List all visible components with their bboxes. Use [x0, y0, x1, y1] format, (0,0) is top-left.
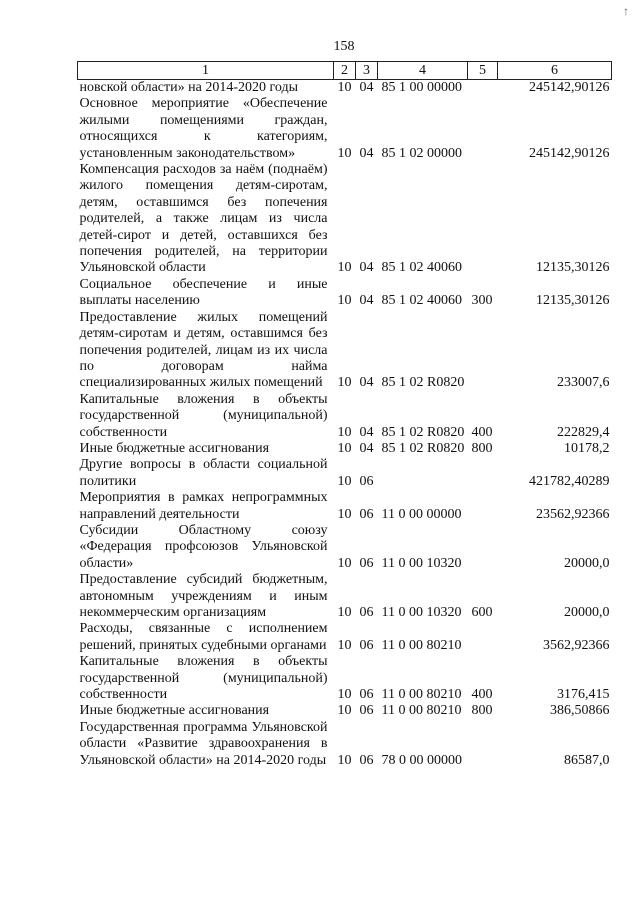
table-row — [78, 703, 612, 719]
row-expense-type — [468, 457, 498, 490]
row-section: 10 — [337, 145, 352, 161]
row-article: 85 1 02 R0820 — [381, 375, 465, 391]
row-article: 85 1 02 40060 — [381, 293, 462, 309]
header-col-6: 6 — [498, 62, 612, 80]
row-expense-type — [468, 310, 498, 392]
row-article: 11 0 00 10320 — [381, 555, 462, 571]
row-expense-type — [468, 490, 498, 523]
row-amount: 3562,92366 — [543, 637, 610, 653]
row-name: Компенсация расходов за наём (поднаём) жилого помещения детям-сиротам, детям, оставшимся без попечения родителей, а также лицам из числа детей-сирот и детей, оставшихся без попечения родителей, на территории Ульяновской области — [79, 162, 328, 276]
row-name: новской области» на 2014-2020 годы — [79, 80, 299, 95]
budget-table — [77, 61, 612, 769]
row-section: 10 — [337, 687, 352, 703]
row-subsection: 06 — [359, 605, 374, 620]
row-expense-type — [468, 80, 498, 97]
row-article: 11 0 00 00000 — [381, 506, 462, 522]
row-expense-type — [468, 162, 498, 277]
table-row — [78, 720, 612, 769]
row-article: 11 0 00 80210 — [381, 687, 462, 703]
table-body — [78, 80, 612, 770]
row-expense-type: 400 — [471, 687, 493, 703]
row-name: Другие вопросы в области социальной политики — [79, 457, 328, 489]
table-row — [78, 80, 612, 97]
table-row — [78, 457, 612, 490]
row-amount: 23562,92366 — [536, 506, 610, 522]
row-amount: 20000,0 — [564, 555, 610, 571]
table-row — [78, 621, 612, 654]
row-article: 11 0 00 80210 — [381, 637, 462, 653]
row-name: Предоставление жилых помещений детям-сиротам и детям, оставшимся без попечения родителей, лицам из их числа по договорам найма специализированных жилых помещений — [79, 309, 328, 391]
row-subsection: 06 — [359, 506, 374, 522]
row-subsection: 06 — [359, 703, 374, 719]
row-expense-type — [468, 621, 498, 654]
row-expense-type: 800 — [471, 440, 493, 456]
row-amount: 3176,415 — [557, 687, 610, 703]
row-section: 10 — [337, 506, 352, 522]
row-section: 10 — [337, 80, 352, 95]
header-col-3: 3 — [356, 62, 378, 80]
row-subsection: 04 — [359, 424, 374, 440]
row-section: 10 — [337, 605, 352, 620]
row-amount: 86587,0 — [564, 752, 610, 768]
row-section: 10 — [337, 752, 352, 768]
row-name: Капитальные вложения в объекты государственной (муниципальной) собственности — [79, 391, 328, 440]
row-section: 10 — [337, 440, 352, 456]
row-subsection: 04 — [359, 80, 374, 95]
row-subsection: 06 — [359, 752, 374, 768]
row-name: Предоставление субсидий бюджетным, автономным учреждениям и иным некоммерческим организациям — [79, 572, 328, 620]
row-section: 10 — [337, 375, 352, 391]
row-article — [378, 457, 468, 490]
row-subsection: 06 — [359, 637, 374, 653]
row-amount: 245142,90126 — [529, 80, 610, 95]
row-amount: 222829,4 — [557, 424, 610, 440]
row-section: 10 — [337, 637, 352, 653]
row-expense-type: 800 — [471, 703, 493, 719]
row-expense-type — [468, 720, 498, 769]
row-subsection: 04 — [359, 145, 374, 161]
row-name: Капитальные вложения в объекты государственной (муниципальной) собственности — [79, 654, 328, 703]
row-expense-type: 600 — [471, 605, 493, 620]
row-subsection: 04 — [359, 293, 374, 309]
row-subsection: 04 — [359, 375, 374, 391]
table-row — [78, 310, 612, 392]
table-row — [78, 277, 612, 310]
row-amount: 20000,0 — [564, 605, 610, 620]
header-col-2: 2 — [334, 62, 356, 80]
row-amount: 386,50866 — [550, 703, 610, 719]
page-number: 158 — [333, 39, 355, 54]
row-expense-type — [468, 523, 498, 572]
row-name: Иные бюджетные ассигнования — [79, 703, 270, 719]
row-name: Мероприятия в рамках непрограммных направлений деятельности — [79, 490, 328, 522]
row-subsection: 04 — [359, 260, 374, 276]
row-section: 10 — [337, 473, 352, 489]
row-article: 11 0 00 80210 — [381, 703, 462, 719]
row-amount: 10178,2 — [564, 440, 610, 456]
row-article: 85 1 02 00000 — [381, 145, 462, 161]
row-section: 10 — [337, 424, 352, 440]
row-subsection: 06 — [359, 687, 374, 703]
row-article: 85 1 02 R0820 — [381, 424, 465, 440]
table-row — [78, 392, 612, 441]
table-row — [78, 441, 612, 457]
row-name: Субсидии Областному союзу «Федерация профсоюзов Ульяновской области» — [79, 522, 328, 571]
row-section: 10 — [337, 555, 352, 571]
table-row — [78, 162, 612, 277]
row-expense-type: 300 — [471, 293, 493, 309]
row-section: 10 — [337, 293, 352, 309]
corner-mark: ↑ — [623, 4, 629, 18]
row-name: Иные бюджетные ассигнования — [79, 440, 270, 456]
header-col-1: 1 — [78, 62, 334, 80]
row-section: 10 — [337, 260, 352, 276]
table-row — [78, 654, 612, 703]
row-article: 78 0 00 00000 — [381, 752, 462, 768]
row-amount: 421782,40289 — [529, 473, 610, 489]
table-row — [78, 572, 612, 621]
row-subsection: 06 — [359, 555, 374, 571]
row-expense-type: 400 — [471, 424, 493, 440]
row-subsection: 04 — [359, 440, 374, 456]
row-subsection: 06 — [359, 473, 374, 489]
row-amount: 12135,30126 — [536, 293, 610, 309]
row-article: 85 1 02 R0820 — [381, 440, 465, 456]
table-header-row — [78, 62, 612, 80]
row-name: Государственная программа Ульяновской области «Развитие здравоохранения в Ульяновской области» на 2014-2020 годы — [79, 719, 328, 768]
row-name: Социальное обеспечение и иные выплаты населению — [79, 276, 328, 309]
row-expense-type — [468, 96, 498, 162]
table-row — [78, 96, 612, 162]
row-section: 10 — [337, 703, 352, 719]
table-row — [78, 523, 612, 572]
row-article: 85 1 00 00000 — [381, 80, 462, 95]
row-amount: 245142,90126 — [529, 145, 610, 161]
row-amount: 12135,30126 — [536, 260, 610, 276]
row-name: Расходы, связанные с исполнением решений, принятых судебными органами — [79, 621, 328, 653]
header-col-5: 5 — [468, 62, 498, 80]
row-name: Основное мероприятие «Обеспечение жилыми помещениями граждан, относящихся к категориям, установленным законодательством» — [79, 96, 328, 161]
row-amount: 233007,6 — [557, 375, 610, 391]
row-article: 85 1 02 40060 — [381, 260, 462, 276]
table-row — [78, 490, 612, 523]
header-col-4: 4 — [378, 62, 468, 80]
row-article: 11 0 00 10320 — [381, 605, 462, 620]
